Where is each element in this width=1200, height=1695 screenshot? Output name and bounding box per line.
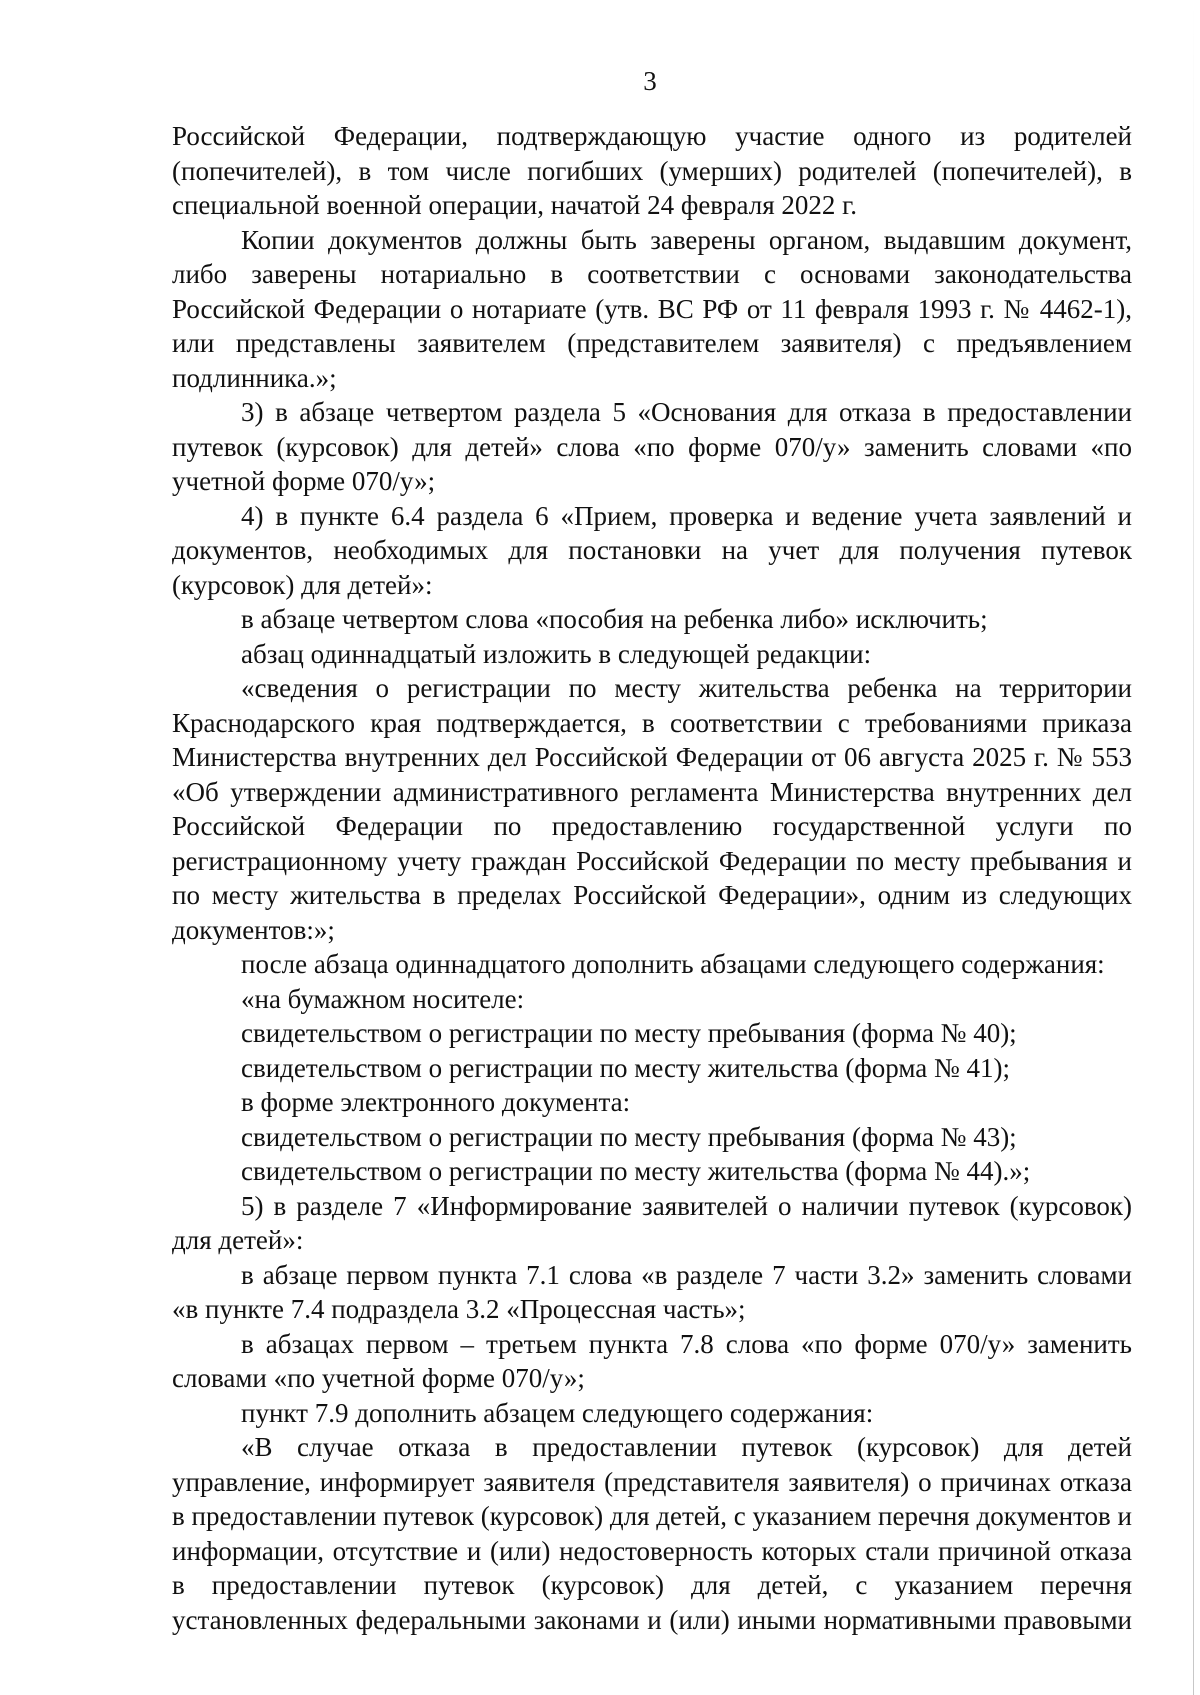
paragraph: Копии документов должны быть заверены органом, выдавшим документ, либо заверены нотариально в соответствии с основами законодательства Российской Федерации о нотариате (утв. ВС РФ от 11 февраля 1993 г. № 4462-1), или представлены заявителем (представителем заявителя) с предъявлением подлинника.»;: [172, 224, 1132, 393]
paragraph: свидетельством о регистрации по месту пребывания (форма № 40);: [241, 1018, 1017, 1048]
paragraph: «сведения о регистрации по месту жительства ребенка на территории Краснодарского края подтверждается, в соответствии с требованиями приказа Министерства внутренних дел Российской Федерации от 06 августа 2025 г. № 553 «Об утверждении административного регламента Министерства внутренних дел Российской Федерации по предоставлению государственной услуги по регистрационному учету граждан Российской Федерации по месту пребывания и по месту жительства в пределах Российской Федерации», одним из следующих документов:»;: [172, 673, 1132, 945]
paragraph: в абзаце четвертом слова «пособия на ребенка либо» исключить;: [241, 604, 988, 634]
paragraph: свидетельством о регистрации по месту жительства (форма № 41);: [241, 1052, 1011, 1083]
paragraph: свидетельством о регистрации по месту жительства (форма № 44).»;: [241, 1156, 1031, 1186]
paragraph: свидетельством о регистрации по месту пребывания (форма № 43);: [241, 1121, 1017, 1152]
paragraph: 3) в абзаце четвертом раздела 5 «Основания для отказа в предоставлении путевок (курсовок) для детей» слова «по форме 070/у» заменить словами «по учетной форме 070/у»;: [172, 397, 1132, 496]
document-body: [172, 119, 1132, 1637]
paragraph: в абзаце первом пункта 7.1 слова «в разделе 7 части 3.2» заменить словами «в пункте 7.4 подраздела 3.2 «Процессная часть»;: [172, 1259, 1132, 1324]
paragraph: после абзаца одиннадцатого дополнить абзацами следующего содержания:: [241, 949, 1105, 979]
scan-edge-shadow: [1193, 0, 1194, 1695]
paragraph: в абзацах первом – третьем пункта 7.8 слова «по форме 070/у» заменить словами «по учетной форме 070/у»;: [172, 1328, 1132, 1393]
paragraph: 4) в пункте 6.4 раздела 6 «Прием, проверка и ведение учета заявлений и документов, необходимых для постановки на учет для получения путевок (курсовок) для детей»:: [172, 500, 1132, 600]
page-number: 3: [643, 66, 657, 96]
paragraph: пункт 7.9 дополнить абзацем следующего содержания:: [241, 1397, 874, 1428]
paragraph: Российской Федерации, подтверждающую участие одного из родителей (попечителей), в том числе погибших (умерших) родителей (попечителей), в специальной военной операции, начатой 24 февраля 2022 г.: [172, 121, 1132, 220]
paragraph: в форме электронного документа:: [241, 1087, 631, 1117]
paragraph: 5) в разделе 7 «Информирование заявителей о наличии путевок (курсовок) для детей»:: [172, 1190, 1132, 1255]
paragraph: «В случае отказа в предоставлении путевок (курсовок) для детей управление, информирует заявителя (представителя заявителя) о причинах отказа в предоставлении путевок (курсовок) для детей, с указанием перечня документов и информации, отсутствие и (или) недостоверность которых стали причиной отказа в предоставлении путевок (курсовок) для детей, с указанием перечня установленных федеральными законами и (или) иными нормативными правовыми: [172, 1432, 1132, 1635]
paragraph: абзац одиннадцатый изложить в следующей редакции:: [241, 638, 872, 669]
paragraph: «на бумажном носителе:: [241, 983, 525, 1014]
